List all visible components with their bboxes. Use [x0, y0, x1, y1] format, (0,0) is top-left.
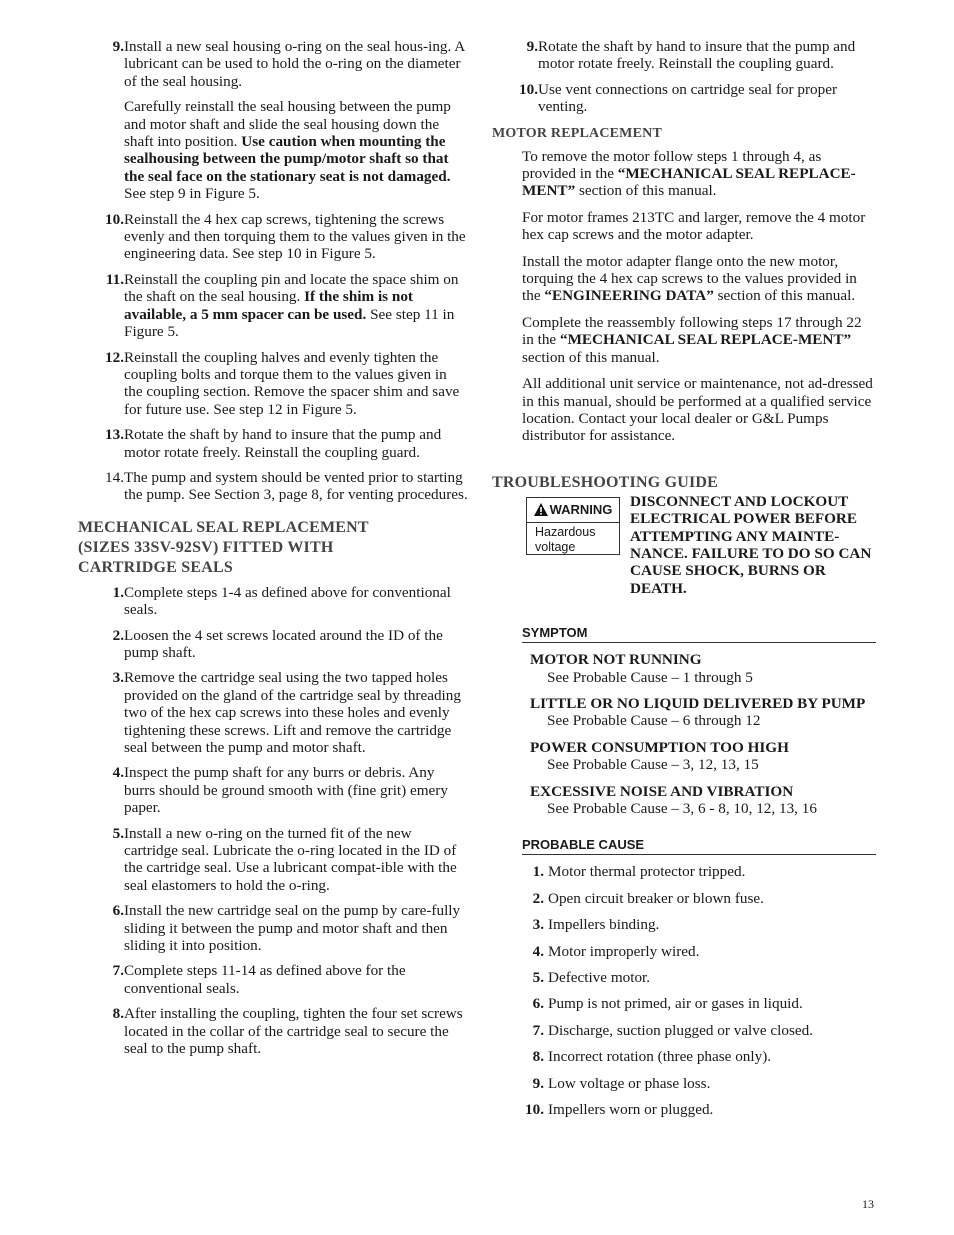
cartridge-steps-list: [78, 584, 468, 1058]
warning-block: [526, 492, 876, 597]
symptom-item: [530, 651, 876, 686]
para-part: To remove the motor follow steps 1 through 4, as provided in the: [522, 147, 822, 183]
left-column: [78, 38, 468, 1066]
item-number: 6.: [112, 902, 124, 920]
item-text: Install the new cartridge seal on the pump by care-fully sliding it between the pump and motor shaft and then sliding it into position.: [124, 902, 461, 955]
cartridge-step: [78, 584, 468, 619]
probable-cause-item: [492, 863, 876, 880]
section-reference: “MECHANICAL SEAL REPLACE-MENT”: [522, 165, 856, 200]
symptom-list: [492, 651, 876, 817]
motor-paragraph-2: For motor frames 213TC and larger, remove the 4 motor hex cap screws and the motor adapter.: [522, 208, 866, 244]
item-text: Inspect the pump shaft for any burrs or debris. Any burrs should be ground smooth with (fine grit) emery paper.: [124, 764, 448, 817]
probable-cause-item: [492, 969, 876, 986]
symptom-cause-reference: See Probable Cause – 1 through 5: [547, 668, 753, 686]
warning-label: WARNING: [549, 502, 613, 518]
cartridge-step: [78, 764, 468, 816]
step-number: 9.: [112, 38, 124, 55]
page-number: 13: [862, 1197, 874, 1211]
probable-cause-heading: PROBABLE CAUSE: [522, 837, 876, 855]
item-text: Complete steps 11-14 as defined above for the conventional seals.: [124, 962, 406, 997]
symptom-item: [530, 739, 876, 774]
item-number: 5.: [532, 969, 544, 987]
step-number: 11.: [105, 270, 124, 288]
step-12: [78, 349, 468, 419]
step-number: 13.: [105, 426, 124, 444]
step-9-seal-housing: [78, 38, 468, 203]
cartridge-step: [492, 38, 876, 73]
step-text-continued: [124, 98, 468, 202]
probable-cause-item: [492, 1101, 876, 1118]
step-number: 12.: [105, 348, 124, 366]
cartridge-step: [78, 627, 468, 662]
item-text: Remove the cartridge seal using the two tapped holes provided on the gland of the cartridge seal by threading two of the hex cap screws into these holes and evenly tightening these screws. Lift and remove the cartridge seal between the pump and motor shaft.: [124, 669, 461, 756]
step-number: 10.: [105, 210, 124, 228]
probable-cause-item: [492, 1075, 876, 1092]
warning-message: DISCONNECT AND LOCKOUT ELECTRICAL POWER BEFORE ATTEMPTING ANY MAINTE-NANCE. FAILURE TO DO SO CAN CAUSE SHOCK, BURNS OR DEATH.: [630, 492, 872, 597]
symptom-cause-reference: See Probable Cause – 6 through 12: [547, 712, 761, 730]
step-13: [78, 426, 468, 461]
caution-text: Use caution when mounting the sealhousing between the pump/motor shaft so that the seal face on the stationary seat is not damaged.: [124, 133, 451, 185]
item-text: Motor thermal protector tripped.: [548, 863, 746, 881]
item-text: Use vent connections on cartridge seal for proper venting.: [538, 80, 837, 116]
caution-text: If the shim is not available, a 5 mm spacer can be used.: [124, 288, 413, 323]
cartridge-step: [78, 1005, 468, 1057]
right-column: [492, 38, 876, 1127]
motor-paragraph-4: [522, 314, 876, 366]
item-number: 8.: [532, 1048, 544, 1066]
item-text: Defective motor.: [548, 969, 651, 987]
para-part: section of this manual.: [575, 182, 717, 200]
probable-cause-item: [492, 890, 876, 907]
item-number: 5.: [112, 824, 124, 842]
step-14: [78, 469, 468, 504]
item-text: Rotate the shaft by hand to insure that the pump and motor rotate freely. Reinstall the coupling guard.: [538, 38, 856, 73]
item-text: Open circuit breaker or blown fuse.: [548, 889, 764, 907]
item-number: 9.: [532, 1074, 544, 1092]
item-number: 8.: [112, 1005, 124, 1023]
item-number: 7.: [532, 1021, 544, 1039]
cartridge-steps-continued: [492, 38, 876, 116]
step-text-part: See step 11 in Figure 5.: [124, 305, 455, 341]
step-text-part: See step 9 in Figure 5.: [124, 185, 260, 203]
section-reference: “MECHANICAL SEAL REPLACE-MENT”: [559, 331, 852, 349]
probable-cause-list: [492, 863, 876, 1118]
step-text-part: Carefully reinstall the seal housing between the pump and motor shaft and slide the seal housing down the shaft into position.: [124, 98, 451, 151]
para-part: Complete the reassembly following steps 17 through 22 in the: [522, 313, 862, 349]
symptom-title: LITTLE OR NO LIQUID DELIVERED BY PUMP: [530, 694, 866, 712]
symptom-title: POWER CONSUMPTION TOO HIGH: [530, 738, 789, 756]
symptom-title: EXCESSIVE NOISE AND VIBRATION: [530, 782, 794, 800]
step-text: [124, 271, 468, 341]
para-part: section of this manual.: [522, 348, 660, 366]
motor-paragraph-1: [522, 148, 876, 200]
item-text: Complete steps 1-4 as defined above for conventional seals.: [124, 583, 451, 619]
item-number: 1.: [112, 583, 124, 601]
item-text: Incorrect rotation (three phase only).: [548, 1048, 772, 1066]
item-text: Low voltage or phase loss.: [548, 1074, 711, 1092]
step-text-part: Reinstall the coupling pin and locate the space shim on the shaft on the seal housing.: [124, 270, 459, 306]
section-heading-cartridge-seals: MECHANICAL SEAL REPLACEMENT (SIZES 33SV-92SV) FITTED WITH CARTRIDGE SEALS: [78, 518, 369, 576]
item-text: Discharge, suction plugged or valve closed.: [548, 1021, 814, 1039]
symptom-item: [530, 695, 876, 730]
item-number: 10.: [519, 80, 538, 98]
step-11: [78, 271, 468, 341]
section-heading-troubleshooting: TROUBLESHOOTING GUIDE: [492, 473, 719, 491]
para-part: Install the motor adapter flange onto the new motor, torquing the 4 hex cap screws to the values provided in the: [522, 252, 857, 305]
item-number: 3.: [112, 669, 124, 687]
symptom-item: [530, 783, 876, 818]
cartridge-step: [78, 902, 468, 954]
probable-cause-item: [492, 1022, 876, 1039]
step-text: Reinstall the 4 hex cap screws, tightening the screws evenly and then torquing them to the values given in the engineering data. See step 10 in Figure 5.: [124, 210, 466, 263]
item-text: Impellers binding.: [548, 916, 660, 934]
symptom-cause-reference: See Probable Cause – 3, 6 - 8, 10, 12, 13, 16: [547, 800, 817, 817]
step-number: 14.: [105, 468, 124, 486]
step-10: [78, 211, 468, 263]
item-number: 9.: [526, 38, 538, 55]
warning-box: [526, 497, 620, 555]
step-text: Reinstall the coupling halves and evenly tighten the coupling bolts and torque them to the values given in the coupling section. Remove the spacer shim and save for future use. See step 12 in Figure 5.: [124, 348, 460, 418]
item-number: 7.: [112, 962, 124, 980]
warning-triangle-icon: [534, 503, 548, 516]
item-number: 10.: [525, 1101, 544, 1119]
step-text: The pump and system should be vented prior to starting the pump. See Section 3, page 8, for venting procedures.: [124, 468, 468, 504]
item-number: 6.: [532, 995, 544, 1013]
warning-header: [527, 498, 619, 523]
cartridge-step: [78, 962, 468, 997]
warning-subtext: Hazardous voltage: [535, 524, 596, 554]
item-number: 4.: [532, 942, 544, 960]
item-text: After installing the coupling, tighten the four set screws located in the collar of the cartridge seal to secure the seal to the pump shaft.: [124, 1005, 463, 1058]
motor-paragraph-3: [522, 253, 876, 305]
item-number: 2.: [112, 626, 124, 644]
cartridge-step: [492, 81, 876, 116]
probable-cause-item: [492, 943, 876, 960]
probable-cause-item: [492, 916, 876, 933]
item-text: Impellers worn or plugged.: [548, 1101, 714, 1119]
section-heading-motor-replacement: MOTOR REPLACEMENT: [492, 125, 662, 141]
item-text: Pump is not primed, air or gases in liquid.: [548, 995, 803, 1013]
item-number: 2.: [532, 889, 544, 907]
probable-cause-item: [492, 1048, 876, 1065]
symptom-heading: SYMPTOM: [522, 625, 876, 643]
cartridge-step: [78, 669, 468, 756]
cartridge-step: [78, 825, 468, 895]
para-part: section of this manual.: [713, 287, 856, 305]
item-text: Loosen the 4 set screws located around the ID of the pump shaft.: [124, 626, 443, 661]
motor-paragraph-5: All additional unit service or maintenance, not ad-dressed in this manual, should be performed at a qualified service location. Contact your local dealer or G&L Pumps distributor for assistance.: [522, 375, 873, 445]
section-reference: “ENGINEERING DATA”: [544, 287, 714, 305]
symptom-cause-reference: See Probable Cause – 3, 12, 13, 15: [547, 756, 759, 774]
item-text: Install a new o-ring on the turned fit of the new cartridge seal. Lubricate the o-ring located in the ID of the cartridge seal. Use a lubricant compat-ible with the seal elastomers to hold the o-ring.: [124, 824, 457, 894]
item-number: 3.: [532, 916, 544, 934]
step-text: Install a new seal housing o-ring on the seal hous-ing. A lubricant can be used to hold the o-ring on the diameter of the seal housing.: [124, 38, 465, 90]
step-text: Rotate the shaft by hand to insure that the pump and motor rotate freely. Reinstall the coupling guard.: [124, 426, 442, 461]
item-number: 4.: [112, 764, 124, 782]
symptom-title: MOTOR NOT RUNNING: [530, 651, 702, 669]
item-text: Motor improperly wired.: [548, 942, 700, 960]
probable-cause-item: [492, 995, 876, 1012]
item-number: 1.: [532, 863, 544, 881]
